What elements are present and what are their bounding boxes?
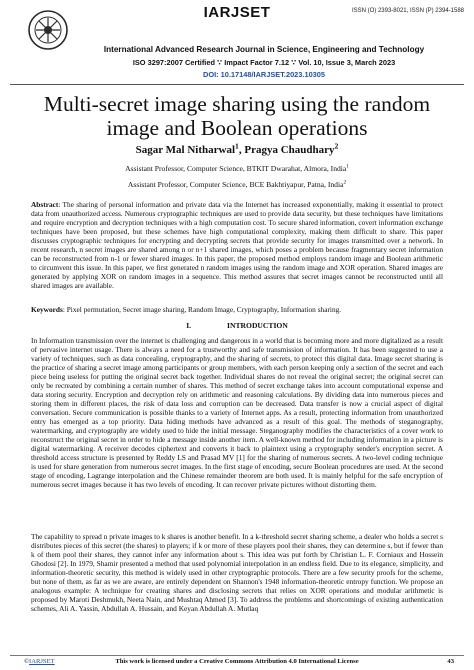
journal-name: International Advanced Research Journal in Science, Engineering and Technology xyxy=(103,45,425,54)
title-line-1: Multi-secret image sharing using the random xyxy=(43,92,431,116)
paper-title xyxy=(20,92,454,140)
authors-line xyxy=(20,141,454,156)
page-number: 43 xyxy=(447,658,454,665)
abstract-label: Abstract xyxy=(31,200,59,209)
license-text: This work is licensed under a Creative Commons Attribution 4.0 International License xyxy=(115,658,359,665)
section-number: I. xyxy=(186,321,192,330)
author-2-sup: 2 xyxy=(334,141,339,151)
keywords-paragraph xyxy=(31,305,443,314)
affiliation-2-sup: 2 xyxy=(343,179,347,186)
abstract-paragraph xyxy=(31,200,443,290)
section-heading-introduction xyxy=(0,321,474,330)
intro-paragraph-2: The capability to spread n private images to k shares is another benefit. In a k-threshold secret sharing scheme, a dealer who holds a secret s distributes pieces of this secret (the shares) to players; if k or more of these players pool their shares, they can determine s, but if fewer than k of them pool their shares, they cannot infer any information about s. This idea was put forth by Christian L. F. Corniaux and Hossein Ghodosi [2]. In 1979, Shamir presented a method that used polynomial interpolation in an endless field. Due to its elegance, simplicity, and information-theoretic security, this method is widely used in other cryptographic protocols. There are a few security proofs for the scheme, but none of them, as far as we are aware, are entirely dependent on Shannon's 1948 information-theoretic entropy function. We propose an analogous example: A technique for creating shares and disclosing secrets that relies on XOR operations and modular arithmetic is proposed by Maroti Deshmukh, Neeta Nain, and Mushtaq Ahmed [3]. To address the problems and shortcomings of existing authentication schemes, Ali A. Yassin, Abdullah A. Hussain, and Keyan Abdullah A. Mutlaq xyxy=(31,532,443,613)
footer-divider xyxy=(10,655,464,656)
title-line-2: image and Boolean operations xyxy=(106,116,368,140)
page-footer xyxy=(0,658,474,670)
author-separator: , xyxy=(238,144,245,156)
journal-brand: IARJSET xyxy=(203,4,271,21)
issn-text: ISSN (O) 2393-8021, ISSN (P) 2394-1588 xyxy=(351,8,464,14)
doi-link[interactable]: DOI: 10.17148/IARJSET.2023.10305 xyxy=(202,70,326,79)
header-divider xyxy=(10,84,464,85)
affiliation-1-text: Assistant Professor, Computer Science, BTKIT Dwarahat, Almora, India xyxy=(125,164,347,173)
section-title: INTRODUCTION xyxy=(227,321,288,330)
keywords-text: : Pixel permutation, Secret image sharing, Random Image, Cryptography, Information sharing. xyxy=(62,305,342,314)
author-2: Pragya Chaudhary xyxy=(244,144,335,156)
affiliation-2 xyxy=(20,180,454,189)
abstract-text: : The sharing of personal information and private data via the Internet has increased exponentially, making it essential to protect data from unauthorized access. Numerous cryptographic techniques are used to provide data security, but these techniques have limitations and require encryption and decryption techniques with a high computation cost. To secure shared information, covert information exchange techniques have been proposed, but these schemes have high computational complexity, making them difficult to share. This paper discusses cryptographic techniques for encrypting and decrypting secrets that provide security for images transmitted over a network. In recent research, n secret images are shared among n or n+1 shared images, which poses a problem because fragmentary secret information can be reconstructed from n-1 or fewer shared images. In this paper, the proposed method employs random image and Boolean arithmetic to circumvent this issue. In this paper, we first generated n random images using the random image and XOR operation. Shared images are generated by applying XOR on random images in a sequence. This method assures that secret images cannot be reconstructed until all shared images are available. xyxy=(31,200,443,290)
affiliation-1 xyxy=(20,164,454,173)
intro-paragraph-1: In Information transmission over the internet is challenging and dangerous in a world that is becoming more and more digitalized as a result of pervasive internet usage. There is always a need for a trustworthy and safe transmission of information. It has been suggested to use a variety of techniques, such as data concealing, cryptography, and the sharing of secrets, to protect this digital data. Image secret sharing is the practice of sharing a secret image among participants or group members, with each person keeping only a section of the secret and each piece being useless for putting the original secret back together. Individual shares do not reveal the original secret; the original secret can only be recreated by combining a certain number of shares. This method of secret exchange takes into account computational expense and data storing security. Encryption and decryption rely on arithmetic and reasoning calculations. By dividing data into numerous pieces and storing them in different places, the risk of data loss and corruption can be decreased. Data transfer is now a crucial aspect of digital conversation. Secure communication is possible thanks to a variety of Internet apps. As a result, protecting information from unauthorized entry has emerged as a top priority. Data hiding methods have advanced as a result of this goal. The methods of steganography, watermarking, and cryptography are widely used to hide the initial message. Steganography modifies the characteristics of a cover work to reconstruct the original secret in order to hide a message inside another item. A well-known method for including information in a picture is digital watermarking. A receiver decodes ciphertext and converts it back to plaintext using a cryptography sender's encryption secret. A threshold access structure is presented by Reddy LS and Prasad MV [1] for the sharing of numerous secrets. A two-level coding technique is used for share generation from numerous secret images. In the first stage of encoding, secure Boolean procedures are used. At the second stage of encoding, Lagrange interpolation and the Chinese remainder theorem are both used. It is mainly helpful for the safe encryption of numerous secret images because it has two levels of encoding. It can recover private pictures without distorting them. xyxy=(31,336,443,489)
author-1: Sagar Mal Nitharwal xyxy=(135,144,236,156)
certification-line: ISO 3297:2007 Certified ∵ Impact Factor 7.12 ∵ Vol. 10, Issue 3, March 2023 xyxy=(132,58,396,67)
affiliation-1-sup: 1 xyxy=(346,163,349,170)
copyright-link[interactable]: IARJSET xyxy=(29,658,55,665)
author-1-sup: 1 xyxy=(235,141,239,151)
keywords-label: Keywords xyxy=(31,305,63,314)
journal-header xyxy=(0,0,474,92)
affiliation-2-text: Assistant Professor, Computer Science, BCE Bakhtiyapur, Patna, India xyxy=(127,180,344,189)
copyright-symbol: © xyxy=(24,658,30,665)
